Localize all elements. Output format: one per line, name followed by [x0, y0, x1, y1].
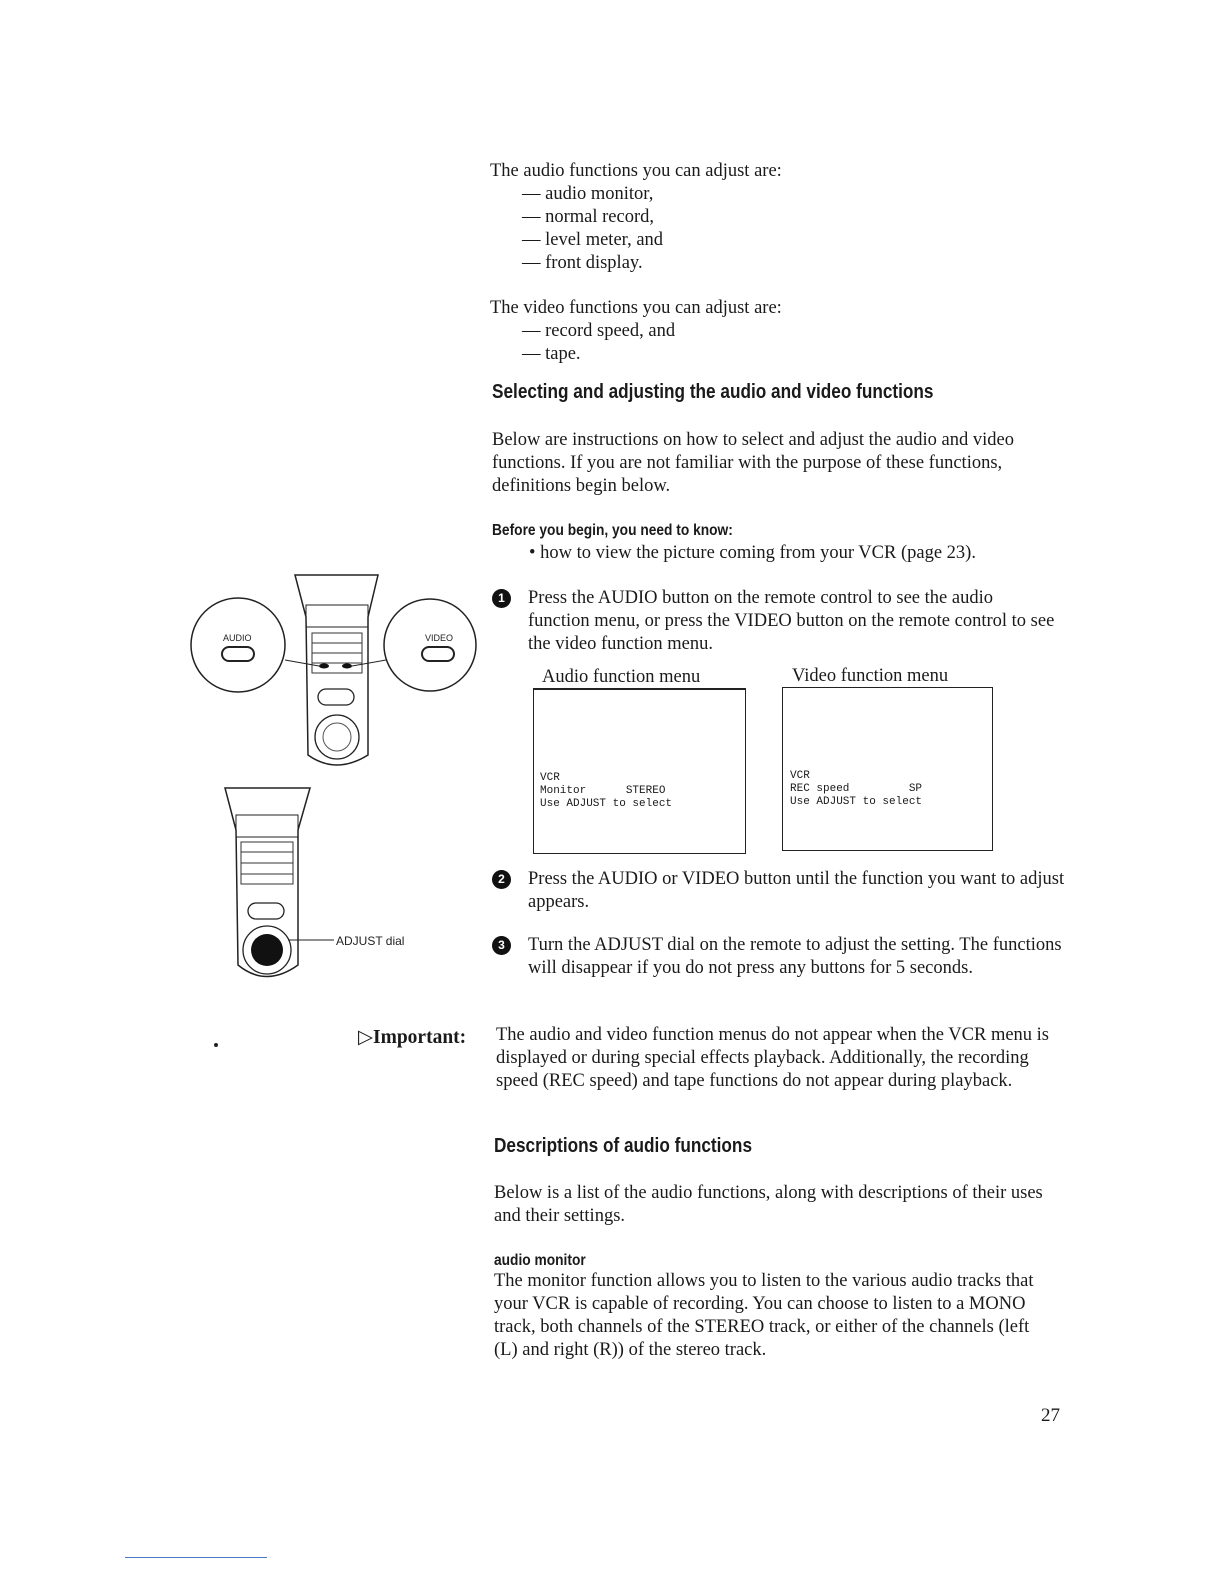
audio-callout-circle — [191, 598, 285, 692]
list-item: — front display. — [522, 253, 643, 273]
audio-monitor-body: The monitor function allows you to listen to the various audio tracks that your VCR is capable of recording. You can choose to listen to a MONO track, both channels of the STEREO track, or either of the channels (left (L) and right (R)) of the stereo track. — [494, 1271, 1034, 1360]
adjust-dial-outline — [315, 715, 359, 759]
section-heading-selecting: Selecting and adjusting the audio and video functions — [492, 381, 934, 403]
menu-line: Use ADJUST to select — [540, 798, 673, 810]
list-item: — tape. — [522, 344, 581, 364]
important-text: The audio and video function menus do not appear when the VCR menu is displayed or during special effects playback. Additionally, the recording speed (REC speed) and tape functions do not appear during playback. — [496, 1025, 1050, 1091]
video-functions-list — [490, 320, 1050, 366]
audio-monitor-heading: audio monitor — [494, 1252, 586, 1269]
important-label: ▷Important: — [358, 1027, 467, 1048]
audio-menu-title: Audio function menu — [542, 667, 701, 687]
video-callout-circle — [384, 599, 476, 691]
audio-button-icon — [222, 647, 254, 661]
footer-rule — [125, 1557, 267, 1558]
stray-mark — [214, 1043, 218, 1047]
list-item: — record speed, and — [522, 321, 676, 341]
remote-audio-video-figure — [190, 565, 490, 775]
section-heading-descriptions: Descriptions of audio functions — [494, 1135, 753, 1157]
video-function-menu-screen — [782, 687, 993, 851]
page-number: 27 — [1041, 1405, 1060, 1426]
audio-function-menu-screen — [533, 688, 746, 854]
before-you-begin-bullet: • how to view the picture coming from your VCR (page 23). — [529, 543, 976, 563]
video-label: VIDEO — [425, 633, 454, 643]
menu-line: Monitor STEREO — [540, 785, 666, 797]
remote-adjust-figure — [222, 785, 422, 990]
menu-line: VCR — [790, 770, 810, 782]
step-1 — [492, 587, 1058, 656]
step-3 — [492, 934, 1068, 980]
remote-body — [295, 575, 378, 765]
video-menu-title: Video function menu — [792, 666, 949, 686]
menu-line: VCR — [540, 772, 560, 784]
menu-line: Use ADJUST to select — [790, 796, 923, 808]
step-number: 2 — [492, 870, 511, 889]
remote-display — [236, 815, 298, 837]
step-number: 1 — [492, 589, 511, 608]
list-item: — level meter, and — [522, 230, 664, 250]
list-item: — normal record, — [522, 207, 655, 227]
video-button-dot — [342, 664, 352, 669]
intro-block — [490, 160, 1050, 366]
step-text: Press the AUDIO or VIDEO button until the function you want to adjust appears. — [528, 869, 1065, 912]
menu-line: REC speed SP — [790, 783, 923, 795]
audio-button-dot — [319, 664, 329, 669]
audio-functions-lead: The audio functions you can adjust are: — [490, 161, 782, 181]
remote-display — [306, 605, 368, 627]
before-you-begin-heading: Before you begin, you need to know: — [492, 522, 733, 539]
video-functions-lead: The video functions you can adjust are: — [490, 298, 782, 318]
step-text: Press the AUDIO button on the remote control to see the audio function menu, or press the VIDEO button on the remote control to see the video function menu. — [528, 588, 1055, 654]
step-2 — [492, 868, 1068, 914]
step-number: 3 — [492, 936, 511, 955]
video-button-icon — [422, 647, 454, 661]
section1-body: Below are instructions on how to select and adjust the audio and video functions. If you are not familiar with the purpose of these functions, definitions begin below. — [492, 430, 1014, 496]
adjust-dial-icon — [251, 934, 283, 966]
list-item: — audio monitor, — [522, 184, 654, 204]
step-text: Turn the ADJUST dial on the remote to adjust the setting. The functions will disappear if you do not press any buttons for 5 seconds. — [528, 935, 1062, 978]
section2-body: Below is a list of the audio functions, along with descriptions of their uses and their settings. — [494, 1183, 1043, 1226]
audio-label: AUDIO — [223, 633, 252, 643]
audio-functions-list — [490, 183, 1050, 275]
adjust-dial-label: ADJUST dial — [336, 934, 405, 948]
